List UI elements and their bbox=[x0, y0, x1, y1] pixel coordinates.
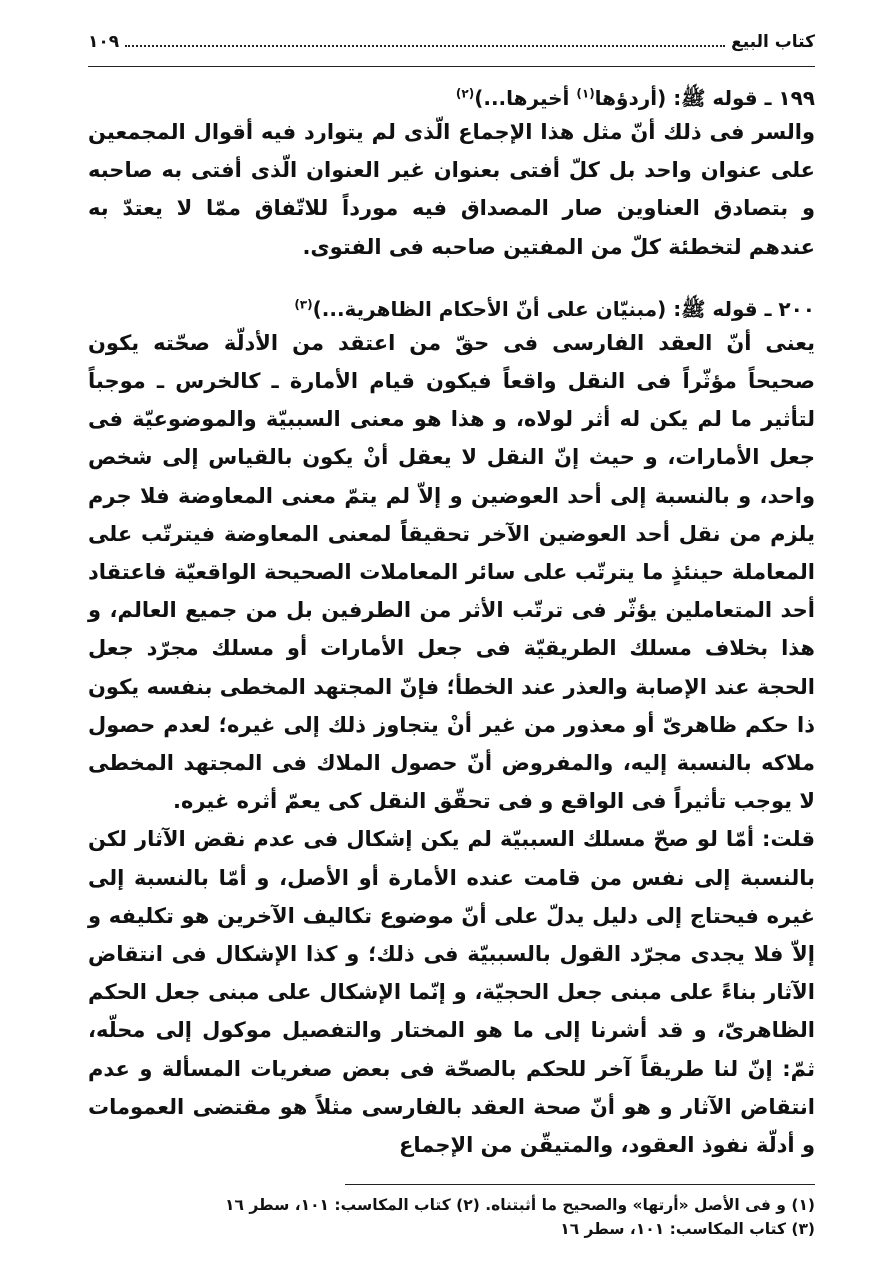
footnote-line-2: (٣) كتاب المكاسب: ١٠١، سطر ١٦ bbox=[560, 1220, 815, 1239]
footnotes bbox=[88, 1193, 815, 1241]
leader-dots bbox=[125, 33, 725, 47]
running-head bbox=[88, 32, 815, 67]
section-199-heading: ١٩٩ ـ قوله ﷺ: (أردؤها$^{(١)}$ أخيرها...)$^{(٢)}$ bbox=[455, 86, 815, 110]
section-200-paragraph-2: قلت: أمّا لو صحّ مسلك السببيّة لم يكن إشكال فى عدم نقض الآثار لكن بالنسبة إلى نفس من قامت عنده الأمارة أو الأصل، و أمّا بالنسبة إلى غيره فيحتاج إلى دليل يدلّ على أنّ موضوع تكاليف الآخرين هو تكليفه و إلاّ فلا يجدى مجرّد القول بالسببيّة فى ذلك؛ و كذا الإشكال فى انتقاض الآثار بناءً على مبنى جعل الحجيّة، و إنّما الإشكال على مبنى جعل الحكم الظاهرىّ، و قد أشرنا إلى ما هو المختار والتفصيل موكول إلى محلّه، ثمّ: إنّ لنا طريقاً آخر للحكم بالصحّة فى بعض صغريات المسألة و عدم انتقاض الآثار و هو أنّ صحة العقد بالفارسى مثلاً هو مقتضى العمومات و أدلّة نفوذ العقود، والمتيقّن من الإجماع bbox=[88, 827, 815, 1158]
section-200-paragraph-1: يعنى أنّ العقد الفارسى فى حقّ من اعتقد من الأدلّة صحّته يكون صحيحاً مؤثّراً فى النقل واقعاً فيكون قيام الأمارة ـ كالخرس ـ موجباً لتأثير ما لم يكن له أثر لولاه، و هذا هو معنى السببيّة والموضوعيّة فى جعل الأمارات، و حيث إنّ النقل لا يعقل أنْ يكون بالقياس إلى شخص واحد، و بالنسبة إلى أحد العوضين و إلاّ لم يتمّ معنى المعاوضة فلا جرم يلزم من نقل أحد العوضين الآخر تحقيقاً لمعنى المعاوضة فيترتّب على المعاملة حينئذٍ ما يترتّب على سائر المعاملات الصحيحة الواقعيّة فاعتقاد أحد المتعاملين يؤثّر فى ترتّب الأثر من الطرفين بل من جميع العالم، و هذا بخلاف مسلك الطريقيّة فى جعل الأمارات أو مسلك مجرّد جعل الحجة عند الإصابة والعذر عند الخطأ؛ فإنّ المجتهد المخطى بنفسه يكون ذا حكم ظاهرىّ أو معذور من غير أنْ يتجاوز ذلك إلى غيره؛ لعدم حصول ملاكه بالنسبة إليه، والمفروض أنّ حصول الملاك فى المجتهد المخطى لا يوجب تأثيراً فى الواقع و فى تحقّق النقل كى يعمّ أثره غيره. bbox=[88, 330, 815, 814]
footnote-line-1: (١) و فى الأصل «أرتها» والصحيح ما أثبتناه. (٢) كتاب المكاسب: ١٠١، سطر ١٦ bbox=[225, 1196, 815, 1215]
footnote-rule bbox=[345, 1184, 815, 1185]
footnote-ref-3: (٣) bbox=[294, 297, 313, 312]
section-200-heading: ٢٠٠ ـ قوله ﷺ: (مبنيّان على أنّ الأحكام الظاهرية...)$^{(٣)}$ bbox=[294, 296, 815, 321]
footnote-ref-1: (١) bbox=[576, 86, 595, 101]
section-199-paragraph: والسر فى ذلك أنّ مثل هذا الإجماع الّذى لم يتوارد فيه أقوال المجمعين على عنوان واحد بل كلّ أفتى بعنوان غير العنوان الّذى أفتى به صاحبه و بتصادق العناوين صار المصداق فيه مورداً للاتّفاق ممّا لا يعتدّ به عندهم لتخطئة كلّ من المفتين صاحبه فى الفتوى. bbox=[88, 120, 815, 259]
page-number: ١٠٩ bbox=[88, 32, 120, 52]
footnote-ref-2: (٢) bbox=[455, 86, 475, 101]
book-title: كتاب البيع bbox=[731, 32, 815, 52]
section-gap bbox=[88, 266, 815, 294]
